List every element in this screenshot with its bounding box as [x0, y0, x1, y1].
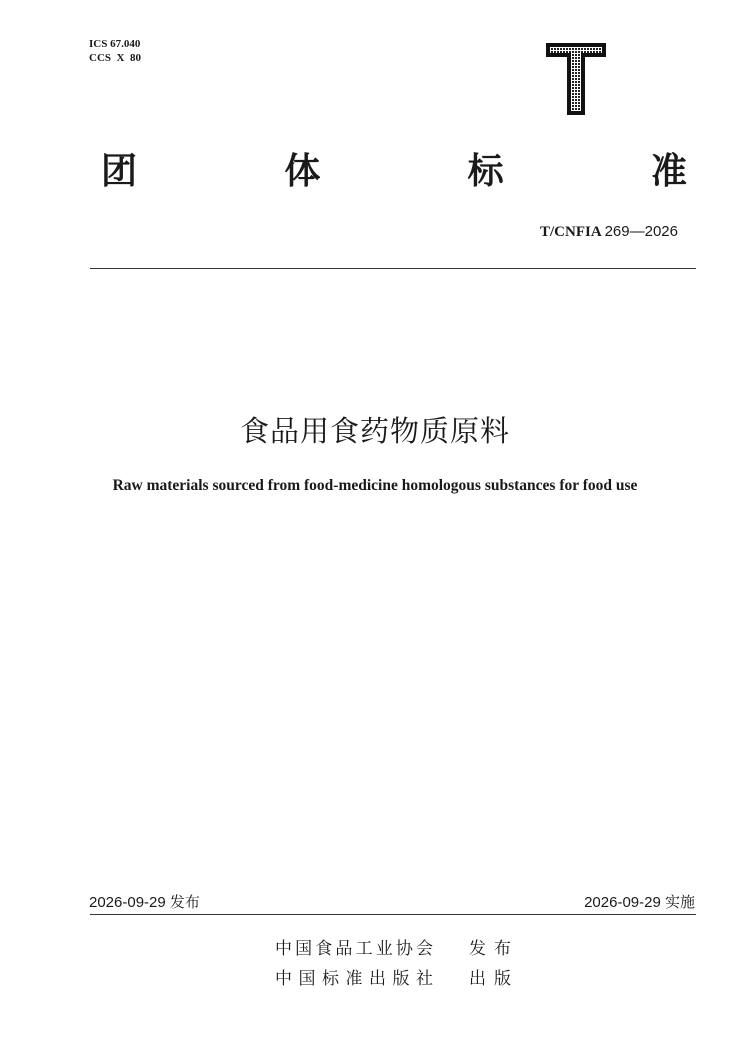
- release-date: 2026-09-29 发布: [89, 894, 200, 911]
- org-char: 标: [322, 969, 339, 989]
- org-char: 中: [275, 939, 292, 959]
- document-title-en: Raw materials sourced from food-medicine homologous substances for food use: [112, 477, 638, 494]
- role-char: 版: [494, 969, 511, 989]
- org-char: 社: [416, 969, 433, 989]
- issuer-organization: [275, 938, 433, 960]
- org-char: 工: [355, 939, 373, 959]
- implementation-date: 2026-09-29 实施: [584, 894, 695, 911]
- org-char: 品: [335, 939, 353, 959]
- classification-codes: [89, 37, 141, 65]
- org-char: 准: [345, 969, 363, 989]
- org-char: 食: [315, 939, 333, 959]
- org-char: 协: [395, 939, 413, 959]
- bottom-divider: [90, 914, 696, 915]
- role-char: 布: [494, 939, 511, 959]
- role-char: 出: [469, 969, 486, 989]
- standard-prefix: T/CNFIA: [540, 224, 601, 240]
- org-char: 国: [295, 939, 313, 959]
- issuer-role: [469, 938, 511, 960]
- document-title-cn: 食品用食药物质原料: [239, 414, 510, 448]
- top-divider: [90, 268, 696, 269]
- category-char-3: 标: [467, 151, 504, 192]
- document-category: [101, 150, 687, 194]
- category-char-1: 团: [101, 151, 138, 192]
- ics-code: ICS 67.040: [89, 38, 141, 50]
- category-char-4: 准: [650, 151, 687, 192]
- org-char: 业: [375, 939, 393, 959]
- org-char: 出: [369, 969, 386, 989]
- org-char: 版: [392, 969, 410, 989]
- ccs-code: CCS X 80: [89, 52, 141, 64]
- standard-year-number: 269—2026: [604, 223, 678, 240]
- role-char: 发: [469, 939, 486, 959]
- standard-number: [540, 223, 678, 241]
- org-char: 国: [298, 969, 316, 989]
- org-char: 会: [415, 939, 433, 959]
- press-organization: [275, 968, 433, 990]
- category-char-2: 体: [284, 151, 321, 192]
- t-logo: [545, 42, 607, 116]
- org-char: 中: [275, 969, 292, 989]
- press-role: [469, 968, 511, 990]
